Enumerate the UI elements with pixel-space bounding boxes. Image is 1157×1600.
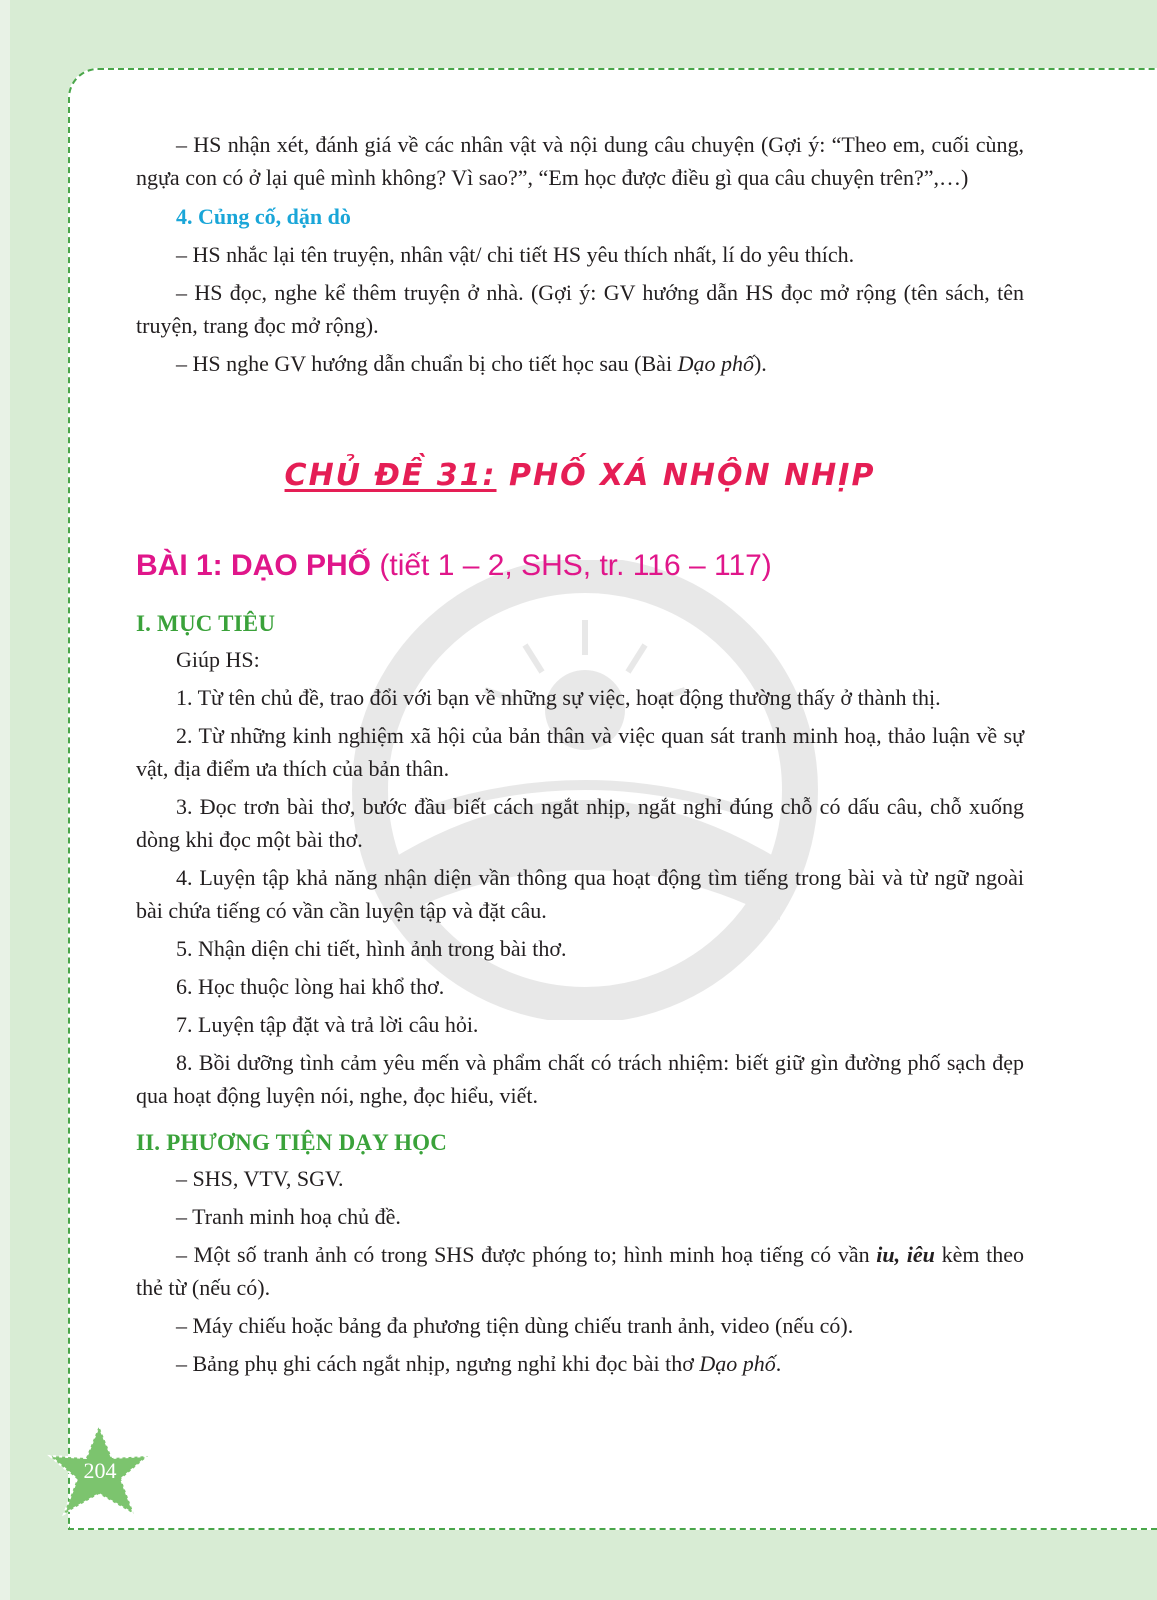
heading-teaching-materials: II. PHƯƠNG TIỆN DẠY HỌC [136,1130,448,1155]
topic-title [136,458,1024,493]
objective-item: 1. Từ tên chủ đề, trao đổi với bạn về những sự việc, hoạt động thường thấy ở thành thị. [176,685,941,710]
material-item: – SHS, VTV, SGV. [176,1166,344,1191]
lesson-name-italic: Dạo phố [677,351,754,376]
paragraph-recall: – HS nhắc lại tên truyện, nhân vật/ chi tiết HS yêu thích nhất, lí do yêu thích. [176,242,855,267]
rhyme-emphasis: iu, iêu [876,1242,935,1267]
objective-item: 3. Đọc trơn bài thơ, bước đầu biết cách ngắt nhịp, ngắt nghỉ đúng chỗ có dấu câu, chỗ xuống dòng khi đọc một bài thơ. [136,794,1024,852]
text-segment: kèm theo thẻ từ (nếu có). [136,1242,1024,1300]
paragraph-evaluation: – HS nhận xét, đánh giá về các nhân vật và nội dung câu chuyện (Gợi ý: “Theo em, cuối cùng, ngựa con có ở lại quê mình không? Vì sao?”, “Em học được điều gì qua câu chuyện trên?”,…) [136,132,1024,190]
topic-name: PHỐ XÁ NHỘN NHỊP [508,458,876,493]
lesson-subtitle: (tiết 1 – 2, SHS, tr. 116 – 117) [371,549,772,582]
topic-label: CHỦ ĐỀ 31: [284,458,497,493]
text-segment: ). [753,351,767,376]
text-segment: . [775,1351,782,1376]
objectives-intro: Giúp HS: [176,647,260,672]
paragraph-read-home: – HS đọc, nghe kể thêm truyện ở nhà. (Gợi ý: GV hướng dẫn HS đọc mở rộng (tên sách, tên truyện, trang đọc mở rộng). [136,280,1024,338]
text-segment: – Bảng phụ ghi cách ngắt nhịp, ngưng nghỉ khi đọc bài thơ [176,1351,700,1376]
paragraph-prepare [136,347,1024,380]
page-number: 204 [83,1458,117,1483]
page-edge [0,0,10,1600]
heading-objectives: I. MỤC TIÊU [136,611,276,636]
heading-consolidation: 4. Củng cố, dặn dò [176,204,351,229]
text-segment: – Một số tranh ảnh có trong SHS được phóng to; hình minh hoạ tiếng có vần [176,1242,877,1267]
material-item [136,1238,1024,1304]
text-segment: – HS nghe GV hướng dẫn chuẩn bị cho tiết học sau (Bài [176,351,678,376]
objective-item: 6. Học thuộc lòng hai khổ thơ. [176,974,445,999]
lesson-title [136,549,1024,583]
material-item: – Tranh minh hoạ chủ đề. [176,1204,401,1229]
lesson-name-italic: Dạo phố [699,1351,776,1376]
objective-item: 8. Bồi dưỡng tình cảm yêu mến và phẩm chất có trách nhiệm: biết giữ gìn đường phố sạch đẹp qua hoạt động luyện nói, nghe, đọc hiểu, viết. [136,1050,1024,1108]
objective-item: 2. Từ những kinh nghiệm xã hội của bản thân và việc quan sát tranh minh hoạ, thảo luận về sự vật, địa điểm ưa thích của bản thân. [136,723,1024,781]
objective-item: 7. Luyện tập đặt và trả lời câu hỏi. [176,1012,479,1037]
material-item [136,1347,1024,1380]
material-item: – Máy chiếu hoặc bảng đa phương tiện dùng chiếu tranh ảnh, video (nếu có). [176,1313,854,1338]
objective-item: 5. Nhận diện chi tiết, hình ảnh trong bài thơ. [176,936,567,961]
lesson-name: BÀI 1: DẠO PHỐ [136,549,372,582]
page-content [136,128,1024,1380]
objective-item: 4. Luyện tập khả năng nhận diện vần thông qua hoạt động tìm tiếng trong bài và từ ngữ ngoài bài chứa tiếng có vần cần luyện tập và đặt câu. [136,865,1024,923]
